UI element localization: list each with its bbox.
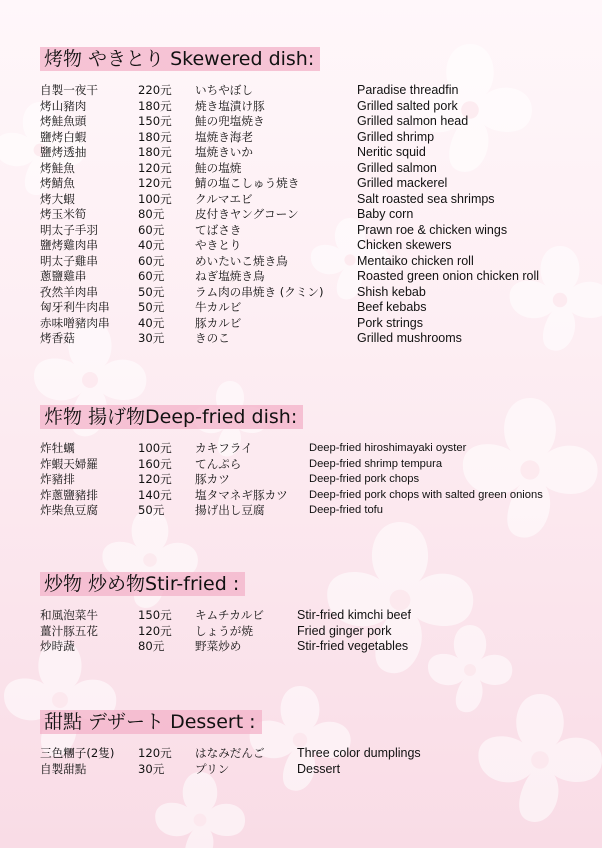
item-japanese-name: ねぎ塩焼き鳥: [195, 269, 265, 283]
item-japanese-name: 塩タマネギ豚カツ: [195, 487, 288, 502]
item-price: 40元: [138, 238, 165, 252]
item-japanese-name: てばさき: [195, 222, 242, 237]
item-english-name: Baby corn: [357, 207, 414, 221]
item-japanese-name: めいたいこ焼き鳥: [195, 253, 288, 268]
item-english-name: Dessert: [297, 761, 341, 776]
section-dessert: [40, 710, 421, 777]
menu-item: [40, 222, 508, 239]
item-price: 50元: [138, 300, 165, 314]
menu-item: [40, 623, 392, 640]
item-japanese-name: キムチカルビ: [195, 608, 264, 622]
item-english-name: Deep-fried hiroshimayaki oyster: [309, 442, 467, 454]
menu-item: [40, 269, 540, 285]
item-japanese-name: 揚げ出し豆腐: [195, 503, 265, 517]
menu-item: [40, 129, 435, 146]
item-price: 120元: [138, 472, 172, 486]
item-price: 80元: [138, 639, 165, 653]
item-chinese-name: 鹽烤白蝦: [40, 129, 87, 144]
item-chinese-name: 三色糰子(2隻): [40, 746, 115, 760]
item-price: 120元: [138, 160, 172, 175]
item-english-name: Fried ginger pork: [297, 623, 392, 638]
menu-item: [40, 176, 448, 192]
item-english-name: Roasted green onion chicken roll: [357, 269, 540, 283]
item-english-name: Grilled salmon head: [357, 114, 469, 128]
item-japanese-name: 牛カルビ: [195, 300, 242, 314]
fried-items: [40, 441, 543, 519]
item-japanese-name: いちやぼし: [195, 83, 253, 97]
item-chinese-name: 炸蝦天婦羅: [40, 456, 98, 471]
item-japanese-name: しょうが焼: [195, 623, 253, 638]
item-japanese-name: クルマエビ: [195, 191, 253, 206]
menu-item: [40, 238, 452, 254]
section-title-fried: 炸物 揚げ物Deep-fried dish:: [40, 405, 303, 429]
item-chinese-name: 烤山豬肉: [40, 98, 87, 113]
menu-item: [40, 472, 420, 488]
item-chinese-name: 孜然羊肉串: [40, 284, 98, 299]
item-price: 100元: [138, 441, 172, 455]
item-japanese-name: 塩焼き海老: [195, 129, 253, 144]
item-english-name: Chicken skewers: [357, 238, 452, 252]
item-english-name: Mentaiko chicken roll: [357, 253, 474, 268]
menu-item: [40, 300, 427, 316]
item-english-name: Shish kebab: [357, 284, 426, 299]
item-english-name: Stir-fried vegetables: [297, 639, 409, 653]
item-chinese-name: 鹽烤雞肉串: [40, 238, 98, 252]
item-chinese-name: 炸豬排: [40, 472, 75, 486]
item-price: 50元: [138, 284, 165, 299]
item-english-name: Grilled salmon: [357, 160, 437, 175]
menu-item: [40, 608, 411, 624]
item-chinese-name: 自製甜點: [40, 761, 87, 776]
item-english-name: Pork strings: [357, 315, 423, 330]
item-chinese-name: 烤鮭魚頭: [40, 114, 87, 128]
item-chinese-name: 明太子雞串: [40, 253, 98, 268]
item-chinese-name: 烤鮭魚: [40, 160, 75, 175]
item-price: 180元: [138, 98, 172, 113]
section-title-dessert: 甜點 デザート Dessert :: [40, 710, 262, 734]
item-english-name: Deep-fried shrimp tempura: [309, 457, 443, 470]
section-title-skewered: 烤物 やきとり Skewered dish:: [40, 47, 320, 71]
item-japanese-name: 鯖の塩こしゅう焼き: [195, 176, 300, 190]
menu-item: [40, 98, 458, 115]
item-chinese-name: 明太子手羽: [40, 222, 98, 237]
item-english-name: Deep-fried tofu: [309, 504, 384, 516]
section-title-stir-fried: 炒物 炒め物Stir-fried :: [40, 572, 245, 596]
item-english-name: Neritic squid: [357, 145, 426, 159]
item-chinese-name: 炒時蔬: [40, 639, 75, 653]
item-chinese-name: 鹽烤透抽: [40, 145, 87, 159]
dessert-items: [40, 746, 421, 777]
item-price: 180元: [138, 145, 172, 159]
item-english-name: Grilled salted pork: [357, 98, 458, 113]
item-english-name: Deep-fried pork chops with salted green onions: [309, 488, 543, 501]
item-japanese-name: プリン: [195, 761, 230, 776]
menu-item: [40, 456, 443, 473]
item-japanese-name: きのこ: [195, 331, 230, 345]
item-price: 120元: [138, 746, 172, 760]
item-japanese-name: カキフライ: [195, 441, 253, 455]
item-japanese-name: 鮭の塩焼: [195, 160, 242, 175]
item-price: 30元: [138, 331, 165, 345]
menu-item: [40, 253, 474, 270]
menu-item: [40, 441, 467, 457]
menu-item: [40, 284, 426, 301]
menu-item: [40, 207, 414, 223]
item-chinese-name: 自製一夜干: [40, 83, 98, 97]
item-price: 60元: [138, 222, 165, 237]
item-japanese-name: 皮付きヤングコーン: [195, 207, 299, 221]
stir-fried-items: [40, 608, 411, 655]
item-chinese-name: 烤鯖魚: [40, 176, 75, 190]
item-chinese-name: 赤味噌豬肉串: [40, 315, 110, 330]
item-japanese-name: 焼き塩漬け豚: [195, 98, 265, 113]
item-chinese-name: 烤玉米筍: [40, 207, 87, 221]
item-price: 150元: [138, 114, 172, 128]
item-japanese-name: はなみだんご: [195, 746, 265, 760]
item-chinese-name: 薑汁豚五花: [40, 623, 98, 638]
item-price: 180元: [138, 129, 172, 144]
menu-item: [40, 639, 409, 655]
item-price: 140元: [138, 487, 172, 502]
item-japanese-name: 豚カツ: [195, 472, 230, 486]
menu-item: [40, 761, 341, 778]
item-english-name: Grilled mushrooms: [357, 331, 462, 345]
section-skewered: [40, 47, 540, 347]
item-price: 120元: [138, 176, 172, 190]
menu-item: [40, 145, 426, 161]
item-price: 50元: [138, 503, 165, 517]
skewered-items: [40, 83, 540, 347]
item-english-name: Grilled mackerel: [357, 176, 448, 190]
menu-item: [40, 746, 421, 762]
item-chinese-name: 炸牡蠣: [40, 441, 75, 455]
item-chinese-name: 和風泡菜牛: [40, 608, 98, 622]
item-english-name: Three color dumplings: [297, 746, 421, 760]
menu-item: [40, 83, 459, 99]
item-english-name: Salt roasted sea shrimps: [357, 191, 495, 206]
item-chinese-name: 烤香菇: [40, 331, 75, 345]
item-japanese-name: 豚カルビ: [195, 315, 242, 330]
item-japanese-name: 塩焼きいか: [195, 145, 253, 159]
item-japanese-name: 鮭の兜塩焼き: [195, 114, 265, 128]
item-price: 80元: [138, 207, 165, 221]
menu-item: [40, 315, 423, 332]
item-chinese-name: 蔥鹽雞串: [40, 269, 87, 283]
item-price: 60元: [138, 253, 165, 268]
item-japanese-name: ラム肉の串焼き (クミン): [195, 284, 324, 299]
item-chinese-name: 炸蔥鹽豬排: [40, 487, 98, 502]
menu-item: [40, 160, 437, 177]
item-english-name: Beef kebabs: [357, 300, 427, 314]
item-chinese-name: 烤大蝦: [40, 191, 75, 206]
menu-item: [40, 331, 462, 347]
item-price: 60元: [138, 269, 165, 283]
item-price: 150元: [138, 608, 172, 622]
item-japanese-name: やきとり: [195, 238, 242, 252]
item-price: 160元: [138, 456, 172, 471]
section-fried: [40, 405, 543, 519]
item-chinese-name: 炸柴魚豆腐: [40, 503, 98, 517]
item-price: 220元: [138, 83, 172, 97]
menu-item: [40, 191, 495, 208]
item-price: 40元: [138, 315, 165, 330]
item-japanese-name: てんぷら: [195, 456, 242, 471]
menu-item: [40, 503, 384, 519]
item-english-name: Paradise threadfin: [357, 83, 459, 97]
item-price: 120元: [138, 623, 172, 638]
section-stir-fried: [40, 572, 411, 655]
item-chinese-name: 匈牙利牛肉串: [40, 300, 110, 314]
item-price: 100元: [138, 191, 172, 206]
item-english-name: Stir-fried kimchi beef: [297, 608, 411, 622]
item-japanese-name: 野菜炒め: [195, 639, 242, 653]
menu-item: [40, 487, 543, 504]
item-english-name: Deep-fried pork chops: [309, 473, 420, 485]
item-english-name: Prawn roe & chicken wings: [357, 222, 508, 237]
item-price: 30元: [138, 761, 165, 776]
menu-item: [40, 114, 469, 130]
item-english-name: Grilled shrimp: [357, 129, 435, 144]
